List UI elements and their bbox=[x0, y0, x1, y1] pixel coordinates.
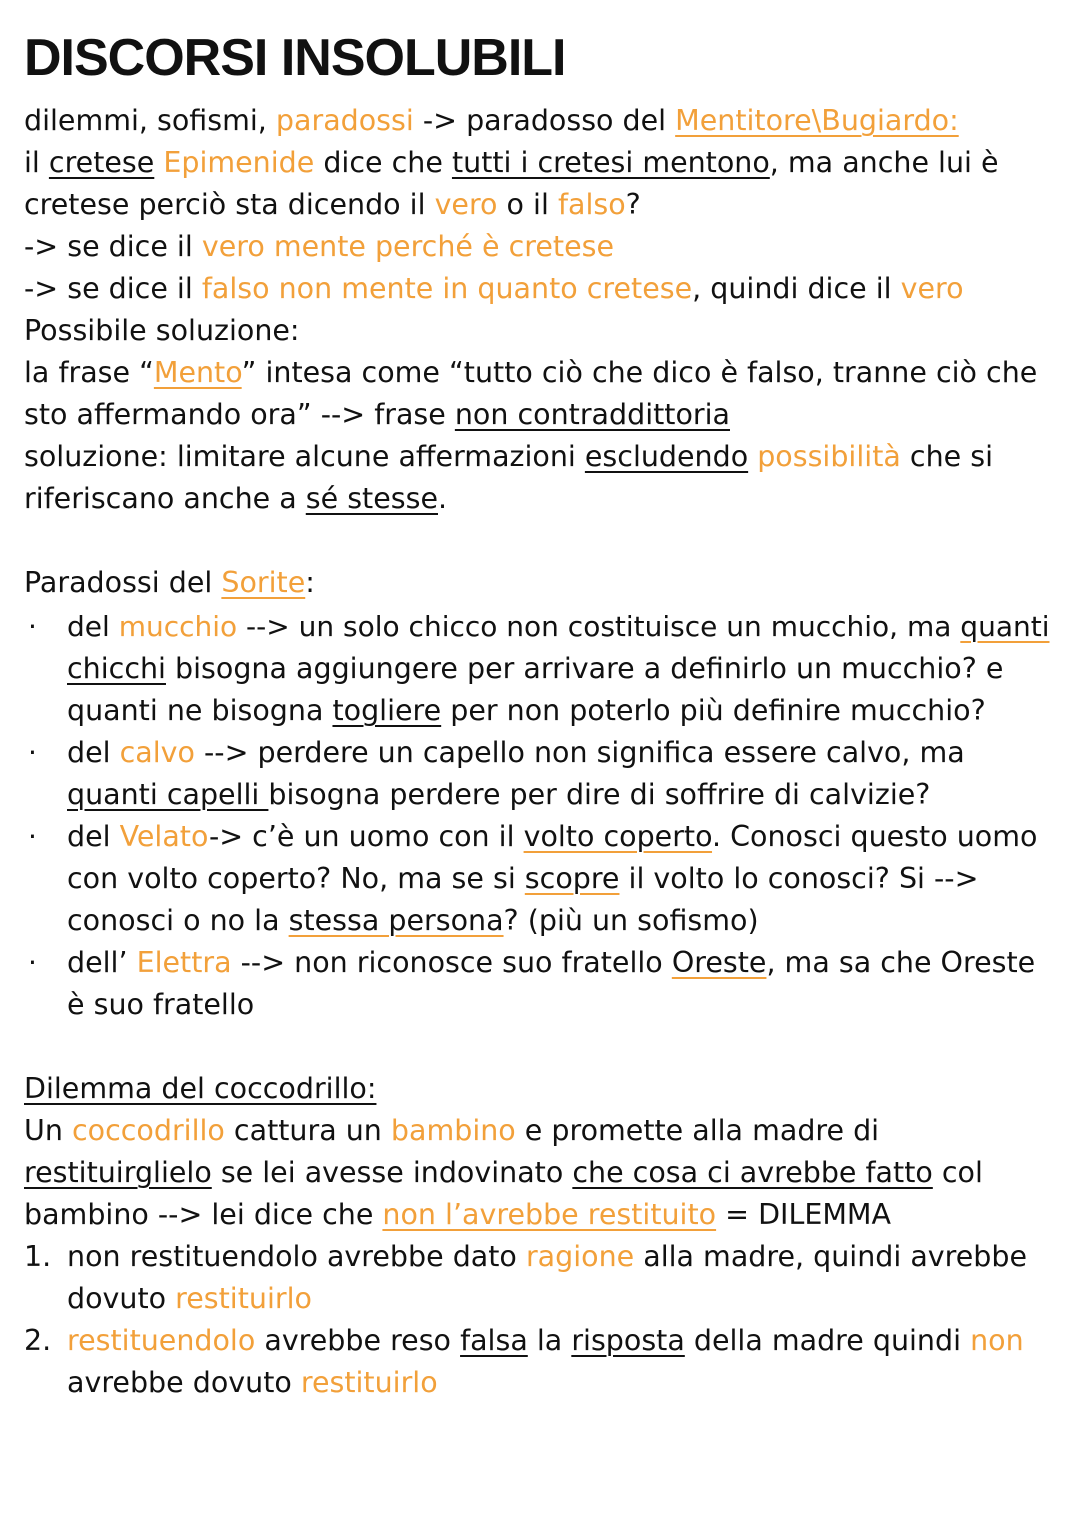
dilemma-case-2-line-1: restituendolo avrebbe reso falsa la risposta della madre quindi non bbox=[67, 1324, 1024, 1357]
velato-line-1: del Velato-> c’è un uomo con il volto coperto. Conosci questo uomo bbox=[67, 820, 1038, 853]
velato-line-3: conosci o no la stessa persona? (più un sofismo) bbox=[67, 904, 759, 937]
non-contradictory-line: sto affermando ora” --> frase non contraddittoria bbox=[24, 398, 730, 431]
calvo-line-2: quanti capelli bisogna perdere per dire di soffrire di calvizie? bbox=[67, 778, 931, 811]
solution-line: soluzione: limitare alcune affermazioni escludendo possibilità che si bbox=[24, 440, 993, 473]
sorites-heading: Paradossi del Sorite: bbox=[24, 566, 315, 599]
velato-line-2: con volto coperto? No, ma se si scopre il volto lo conosci? Si --> bbox=[67, 862, 979, 895]
dilemma-case-2-line-2: avrebbe dovuto restituirlo bbox=[67, 1366, 438, 1399]
mucchio-line-3: quanti ne bisogna togliere per non poterlo più definire mucchio? bbox=[67, 694, 986, 727]
elettra-line-2: è suo fratello bbox=[67, 988, 255, 1021]
crocodile-line-3: bambino --> lei dice che non l’avrebbe restituito = DILEMMA bbox=[24, 1198, 892, 1231]
mucchio-line-1: del mucchio --> un solo chicco non costituisce un mucchio, ma quanti bbox=[67, 610, 1050, 643]
mucchio-line-2: chicchi bisogna aggiungere per arrivare a definirlo un mucchio? e bbox=[67, 652, 1004, 685]
if-false-line: -> se dice il falso non mente in quanto cretese, quindi dice il vero bbox=[24, 272, 964, 305]
elettra-line-1: dell’ Elettra --> non riconosce suo fratello Oreste, ma sa che Oreste bbox=[67, 946, 1036, 979]
if-true-line: -> se dice il vero mente perché è cretese bbox=[24, 230, 614, 263]
dilemma-case-1-line-2: dovuto restituirlo bbox=[67, 1282, 312, 1315]
possible-solution-label: Possibile soluzione: bbox=[24, 314, 300, 347]
bullet-calvo: · bbox=[28, 736, 37, 769]
epimenides-line: il cretese Epimenide dice che tutti i cretesi mentono, ma anche lui è bbox=[24, 146, 999, 179]
self-reference-line: riferiscano anche a sé stesse. bbox=[24, 482, 448, 515]
crocodile-line-2: restituirglielo se lei avesse indovinato che cosa ci avrebbe fatto col bbox=[24, 1156, 983, 1189]
mento-line: la frase “Mento” intesa come “tutto ciò che dico è falso, tranne ciò che bbox=[24, 356, 1038, 389]
crocodile-line-1: Un coccodrillo cattura un bambino e promette alla madre di bbox=[24, 1114, 880, 1147]
item-number-1: 1. bbox=[24, 1240, 52, 1273]
bullet-mucchio: · bbox=[28, 610, 37, 643]
dilemma-case-1-line-1: non restituendolo avrebbe dato ragione alla madre, quindi avrebbe bbox=[67, 1240, 1027, 1273]
liar-paradox-intro-line: dilemmi, sofismi, paradossi -> paradosso del Mentitore\Bugiardo: bbox=[24, 104, 959, 137]
true-or-false-line: cretese perciò sta dicendo il vero o il falso? bbox=[24, 188, 641, 221]
bullet-velato: · bbox=[28, 820, 37, 853]
crocodile-heading: Dilemma del coccodrillo: bbox=[24, 1072, 377, 1105]
calvo-line-1: del calvo --> perdere un capello non significa essere calvo, ma bbox=[67, 736, 965, 769]
bullet-elettra: · bbox=[28, 946, 37, 979]
page-title: DISCORSI INSOLUBILI bbox=[24, 29, 566, 87]
item-number-2: 2. bbox=[24, 1324, 52, 1357]
